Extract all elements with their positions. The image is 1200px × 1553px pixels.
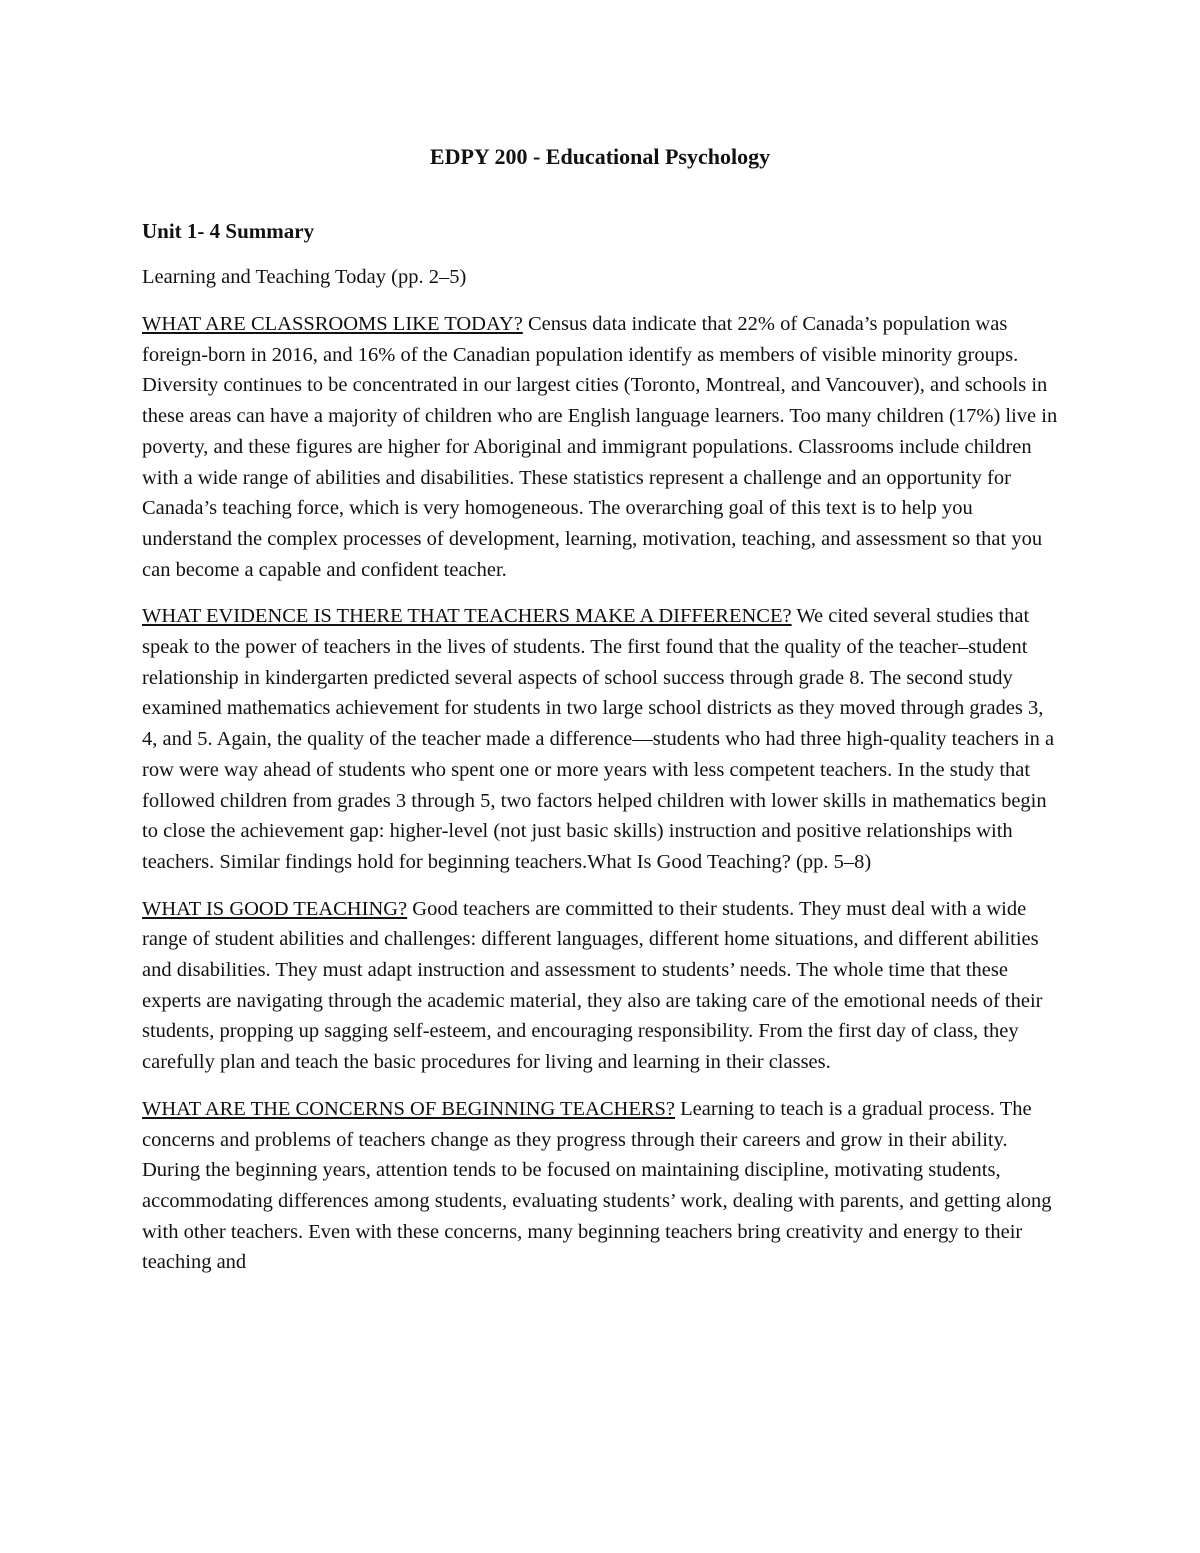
- paragraph-text: Learning to teach is a gradual process. The concerns and problems of teachers change as they progress through their careers and grow in their ability. During the beginning years, attention tends to be focused on maintaining discipline, motivating students, accommodating differences among students, evaluating students’ work, dealing with parents, and getting along with other teachers. Even with these concerns, many beginning teachers bring creativity and energy to their teaching and: [142, 1097, 1052, 1274]
- paragraph-beginning-teachers: [142, 1094, 1060, 1278]
- paragraph-heading: WHAT IS GOOD TEACHING?: [142, 897, 408, 920]
- body-text: [142, 309, 1060, 1294]
- paragraph-teachers-difference: [142, 601, 1060, 877]
- paragraph-heading: WHAT ARE THE CONCERNS OF BEGINNING TEACHERS?: [142, 1097, 676, 1120]
- paragraph-heading: WHAT EVIDENCE IS THERE THAT TEACHERS MAKE A DIFFERENCE?: [142, 605, 792, 628]
- paragraph-text: Census data indicate that 22% of Canada’s population was foreign-born in 2016, and 16% of the Canadian population identify as members of visible minority groups. Diversity continues to be concentrated in our largest cities (Toronto, Montreal, and Vancouver), and schools in these areas can have a majority of children who are English language learners. Too many children (17%) live in poverty, and these figures are higher for Aboriginal and immigrant populations. Classrooms include children with a wide range of abilities and disabilities. These statistics represent a challenge and an opportunity for Canada’s teaching force, which is very homogeneous. The overarching goal of this text is to help you understand the complex processes of development, learning, motivation, teaching, and assessment so that you can become a capable and confident teacher.: [142, 313, 1058, 581]
- section-subheading: Learning and Teaching Today (pp. 2–5): [142, 266, 467, 288]
- paragraph-text: We cited several studies that speak to the power of teachers in the lives of students. The first found that the quality of the teacher–student relationship in kindergarten predicted several aspects of school success through grade 8. The second study examined mathematics achievement for students in two large school districts as they moved through grades 3, 4, and 5. Again, the quality of the teacher made a difference—students who had three high-quality teachers in a row were way ahead of students who spent one or more years with less competent teachers. In the study that followed children from grades 3 through 5, two factors helped children with lower skills in mathematics begin to close the achievement gap: higher-level (not just basic skills) instruction and positive relationships with teachers. Similar findings hold for beginning teachers.What Is Good Teaching? (pp. 5–8): [142, 605, 1055, 873]
- document-title: EDPY 200 - Educational Psychology: [429, 144, 771, 169]
- paragraph-text: Good teachers are committed to their students. They must deal with a wide range of student abilities and challenges: different languages, different home situations, and different abilities and disabilities. They must adapt instruction and assessment to students’ needs. The whole time that these experts are navigating through the academic material, they also are taking care of the emotional needs of their students, propping up sagging self-esteem, and encouraging responsibility. From the first day of class, they carefully plan and teach the basic procedures for living and learning in their classes.: [142, 897, 1043, 1074]
- paragraph-good-teaching: [142, 894, 1060, 1078]
- paragraph-classrooms-today: [142, 309, 1060, 585]
- paragraph-heading: WHAT ARE CLASSROOMS LIKE TODAY?: [142, 313, 523, 335]
- unit-heading: Unit 1- 4 Summary: [142, 219, 315, 243]
